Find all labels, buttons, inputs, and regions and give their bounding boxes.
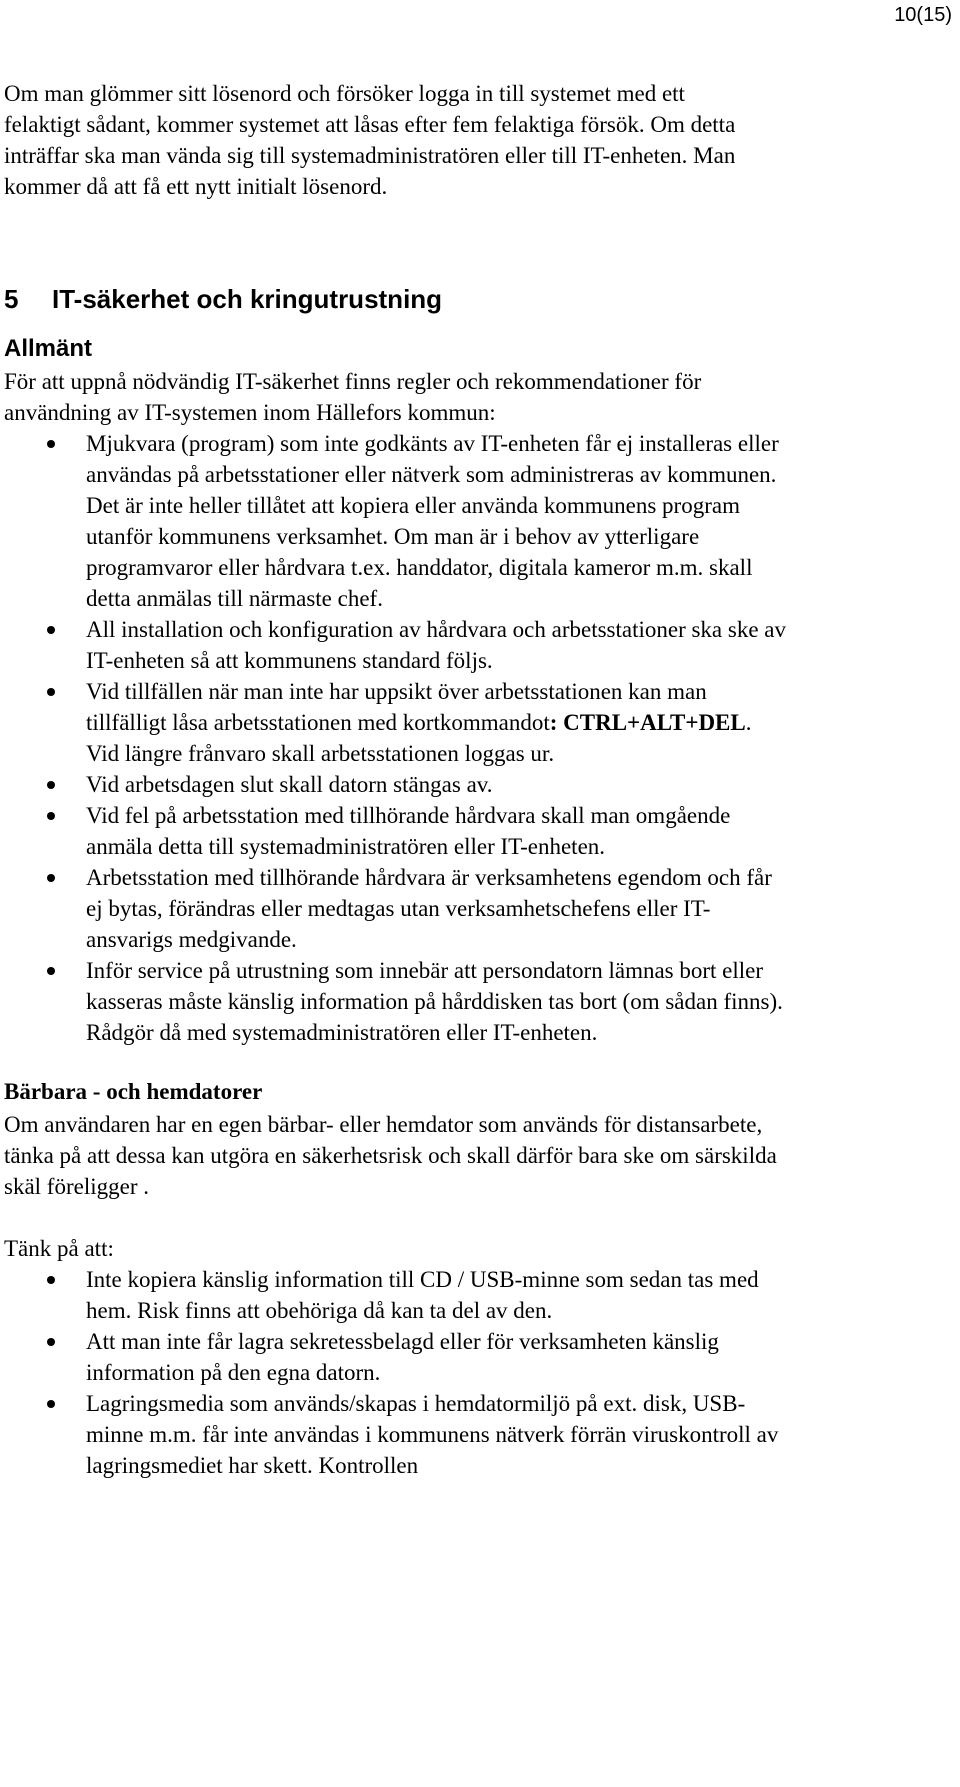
list-item: Inför service på utrustning som innebär att persondatorn lämnas bort eller kasseras måste känslig information på hårddisken tas bort (om sådan finns). Rådgör då med systemadministratören eller IT-enheten. bbox=[4, 955, 786, 1048]
list-item: Arbetsstation med tillhörande hårdvara är verksamhetens egendom och får ej bytas, förändras eller medtagas utan verksamhetschefens eller IT-ansvarigs medgivande. bbox=[4, 862, 786, 955]
think-label: Tänk på att: bbox=[4, 1236, 114, 1261]
list-item: Mjukvara (program) som inte godkänts av IT-enheten får ej installeras eller användas på arbetsstationer eller nätverk som administreras av kommunen. Det är inte heller tillåtet att kopiera eller använda kommunens program utanför kommunens verksamhet. Om man är i behov av ytterligare programvaror eller hårdvara t.ex. handdator, digitala kameror m.m. skall detta anmälas till närmaste chef. bbox=[4, 428, 786, 614]
list-item: Vid fel på arbetsstation med tillhörande hårdvara skall man omgående anmäla detta till systemadministratören eller IT-enheten. bbox=[4, 800, 786, 862]
laptops-lead: Om användaren har en egen bärbar- eller hemdator som används för distansarbete, tänka på att dessa kan utgöra en säkerhetsrisk och skall därför bara ske om särskilda skäl föreligger . bbox=[4, 1112, 777, 1199]
section-heading bbox=[4, 282, 944, 316]
list-item bbox=[4, 676, 786, 769]
list-item: All installation och konfiguration av hårdvara och arbetsstationer ska ske av IT-enheten så att kommunens standard följs. bbox=[4, 614, 786, 676]
section-title: IT-säkerhet och kringutrustning bbox=[52, 284, 443, 314]
list-item-text: . Vid längre frånvaro skall arbetsstationen loggas ur. bbox=[86, 710, 752, 766]
laptops-bullet-list bbox=[4, 1264, 944, 1481]
page-content bbox=[4, 78, 944, 1481]
spacer bbox=[4, 1202, 944, 1233]
list-item: Vid arbetsdagen slut skall datorn stängas av. bbox=[4, 769, 786, 800]
list-item-text: Vid tillfällen när man inte har uppsikt över arbetsstationen kan man tillfälligt låsa arbetsstationen med kortkommandot bbox=[86, 679, 707, 735]
keyboard-shortcut: CTRL+ALT+DEL bbox=[563, 710, 746, 735]
list-item: Inte kopiera känslig information till CD / USB-minne som sedan tas med hem. Risk finns att obehöriga då kan ta del av den. bbox=[4, 1264, 786, 1326]
list-item: Lagringsmedia som används/skapas i hemdatormiljö på ext. disk, USB-minne m.m. får inte användas i kommunens nätverk förrän viruskontroll av lagringsmediet har skett. Kontrollen bbox=[4, 1388, 786, 1481]
intro-paragraph: Om man glömmer sitt lösenord och försöker logga in till systemet med ett felaktigt sådant, kommer systemet att låsas efter fem felaktiga försök. Om detta inträffar ska man vända sig till systemadministratören eller till IT-enheten. Man kommer då att få ett nytt initialt lösenord. bbox=[4, 81, 736, 199]
laptops-heading: Bärbara - och hemdatorer bbox=[4, 1079, 263, 1104]
general-bullet-list bbox=[4, 428, 944, 1048]
section-number: 5 bbox=[4, 284, 19, 314]
general-heading: Allmänt bbox=[4, 335, 93, 362]
list-item-colon: : bbox=[549, 710, 558, 735]
page-number: 10(15) bbox=[894, 4, 952, 26]
general-lead: För att uppnå nödvändig IT-säkerhet finns regler och rekommendationer för användning av IT-systemen inom Hällefors kommun: bbox=[4, 369, 702, 425]
list-item: Att man inte får lagra sekretessbelagd eller för verksamheten känslig information på den egna datorn. bbox=[4, 1326, 786, 1388]
